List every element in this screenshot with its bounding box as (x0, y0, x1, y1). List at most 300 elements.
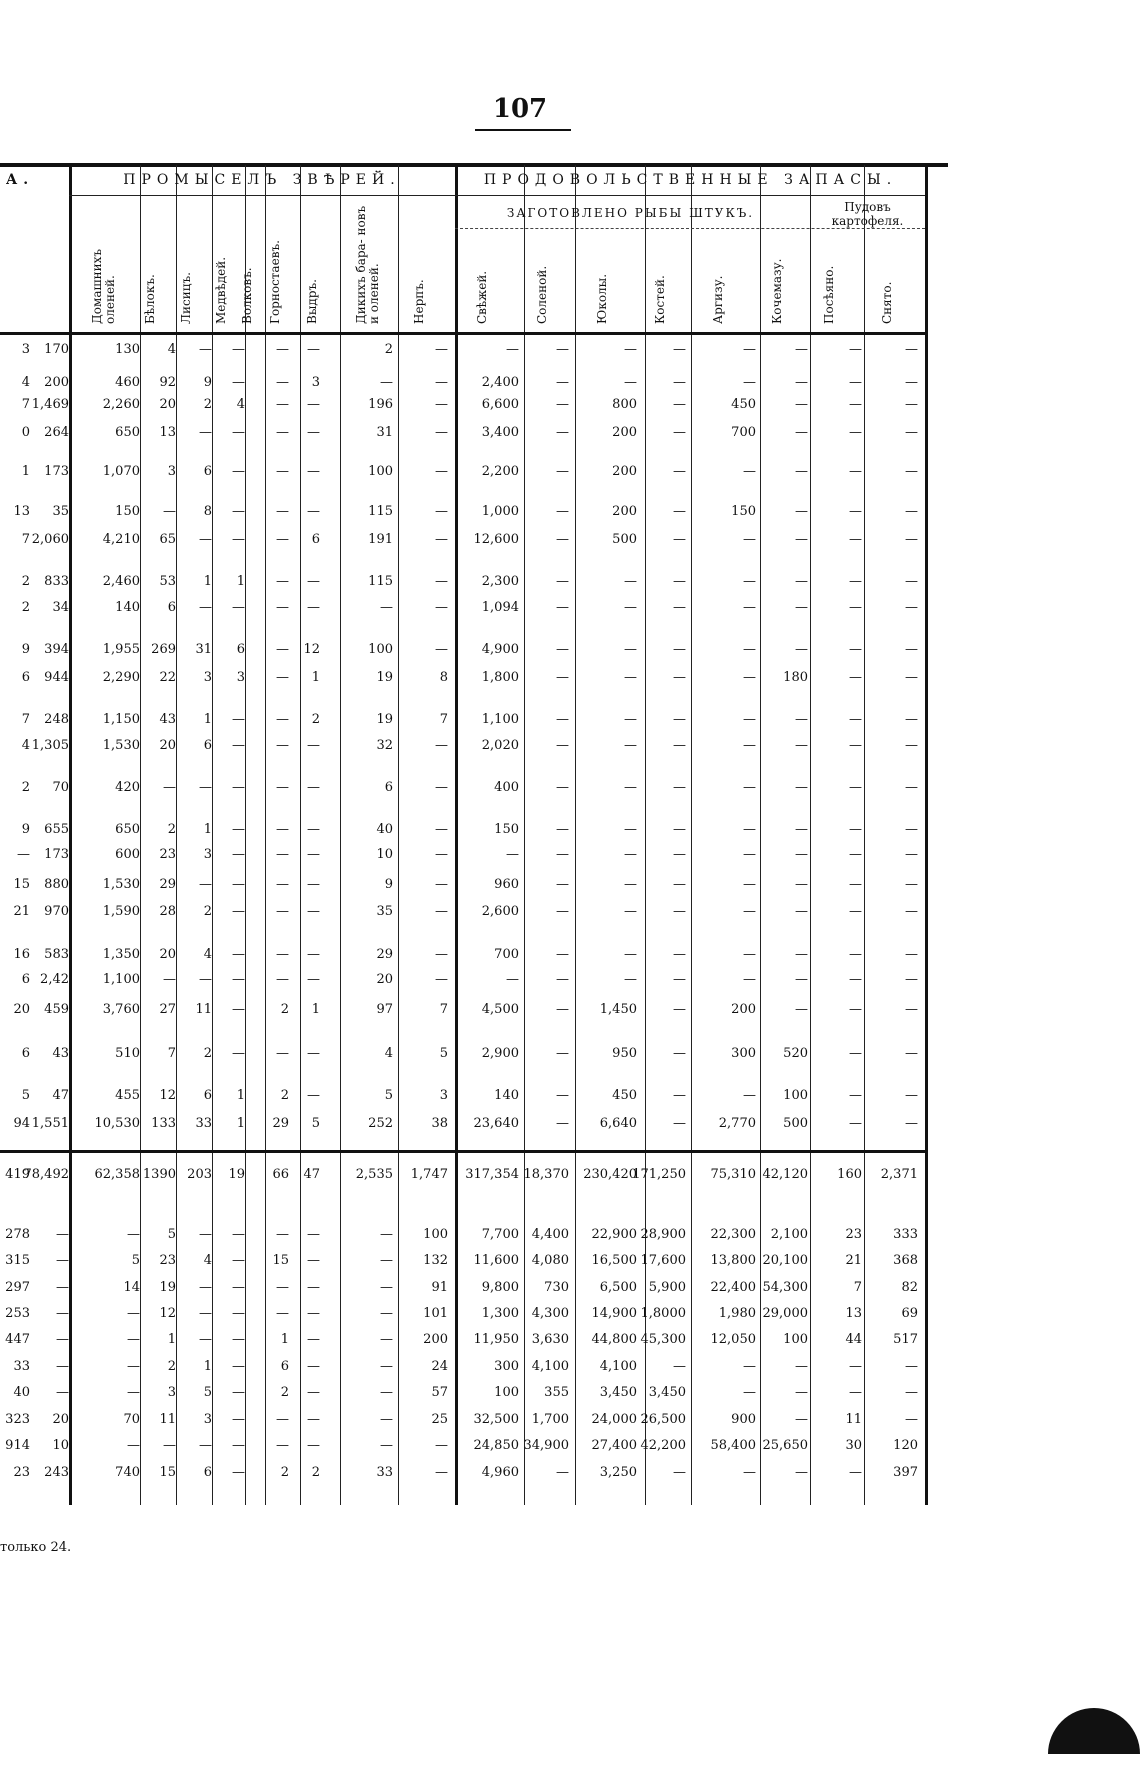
lower-row-cell: 2,100 (770, 1227, 808, 1242)
lower-row-cell: 30 (845, 1438, 862, 1453)
group-header-rule (69, 195, 925, 196)
lower-row-cell: — (380, 1253, 393, 1268)
lower-row-cell: 12,050 (710, 1332, 756, 1347)
upper-row-cell: — (905, 574, 918, 589)
upper-row-cell: 880 (44, 877, 69, 892)
upper-row-cell: 3 (439, 1088, 448, 1103)
upper-row-cell: — (795, 425, 808, 440)
lower-row-cell: 4,100 (599, 1359, 637, 1374)
upper-row-cell: 16 (13, 947, 30, 962)
upper-row-cell: — (163, 780, 176, 795)
upper-row-cell: 35 (52, 504, 69, 519)
upper-row-cell: 97 (376, 1002, 393, 1017)
lower-row-cell: 11,600 (473, 1253, 519, 1268)
lower-row-cell: 22,400 (710, 1280, 756, 1295)
upper-row-cell: 12,600 (473, 532, 519, 547)
upper-row-cell: 2,060 (31, 532, 69, 547)
upper-row-cell: 1,070 (102, 464, 140, 479)
upper-row-cell: — (624, 904, 637, 919)
lower-row-cell: — (232, 1227, 245, 1242)
lower-row-cell: 4 (203, 1253, 212, 1268)
upper-row-cell: — (849, 1088, 862, 1103)
upper-row-cell: — (435, 397, 448, 412)
upper-row-cell: 29 (376, 947, 393, 962)
upper-row-cell: 32 (376, 738, 393, 753)
upper-row-cell: — (556, 904, 569, 919)
lower-row-cell: 278 (5, 1227, 30, 1242)
upper-row-cell: — (905, 642, 918, 657)
upper-row-cell: — (232, 1046, 245, 1061)
upper-row-cell: — (673, 738, 686, 753)
upper-row-cell: 15 (13, 877, 30, 892)
lower-row-cell: — (232, 1280, 245, 1295)
lower-row-cell: — (743, 1465, 756, 1480)
upper-row-cell: — (795, 847, 808, 862)
upper-row-cell: 11 (195, 1002, 212, 1017)
upper-row-cell: 520 (783, 1046, 808, 1061)
upper-row-cell: — (380, 600, 393, 615)
lower-row-cell: 4,960 (481, 1465, 519, 1480)
upper-row-cell: — (276, 375, 289, 390)
upper-row-cell: — (556, 780, 569, 795)
total-row-cell: 78,492 (23, 1167, 69, 1182)
upper-row-cell: — (232, 464, 245, 479)
upper-row-cell: 1,000 (481, 504, 519, 519)
upper-row-cell: — (905, 600, 918, 615)
upper-row-cell: 173 (44, 464, 69, 479)
lower-row-cell: 1 (167, 1332, 176, 1347)
lower-row-cell: 29,000 (762, 1306, 808, 1321)
upper-row-cell: 1 (203, 574, 212, 589)
upper-row-cell: — (435, 877, 448, 892)
lower-row-cell: 6,500 (599, 1280, 637, 1295)
upper-row-cell: — (795, 642, 808, 657)
upper-row-cell: — (673, 342, 686, 357)
column-header-c5: Волковъ. (240, 267, 254, 324)
upper-row-cell: — (556, 822, 569, 837)
lower-row-cell: — (905, 1412, 918, 1427)
upper-row-cell: 269 (151, 642, 176, 657)
upper-row-cell: 450 (612, 1088, 637, 1103)
upper-row-cell: — (232, 504, 245, 519)
upper-row-cell: — (435, 574, 448, 589)
upper-row-cell: — (795, 712, 808, 727)
upper-row-cell: — (556, 738, 569, 753)
upper-row-cell: 3 (236, 670, 245, 685)
lower-row-cell: 33 (13, 1359, 30, 1374)
lower-row-cell: — (380, 1359, 393, 1374)
upper-row-cell: — (905, 342, 918, 357)
lower-row-cell: — (307, 1438, 320, 1453)
lower-row-cell: — (307, 1306, 320, 1321)
upper-row-cell: 2 (203, 1046, 212, 1061)
upper-row-cell: 8 (439, 670, 448, 685)
upper-row-cell: — (624, 712, 637, 727)
upper-row-cell: — (673, 532, 686, 547)
upper-row-cell: — (556, 947, 569, 962)
upper-row-cell: 6 (203, 1088, 212, 1103)
upper-row-cell: — (743, 464, 756, 479)
total-row-cell: 171,250 (632, 1167, 686, 1182)
upper-row-cell: 130 (115, 342, 140, 357)
upper-row-cell: — (905, 464, 918, 479)
column-header-c6: Горностаевъ. (267, 240, 282, 324)
lower-row-cell: — (380, 1280, 393, 1295)
lower-row-cell: 1,8000 (640, 1306, 686, 1321)
lower-row-cell: 4,300 (531, 1306, 569, 1321)
column-header-c2: Бѣлокъ. (143, 274, 157, 324)
upper-row-cell: — (624, 947, 637, 962)
upper-row-cell: — (199, 877, 212, 892)
upper-row-cell: 2 (21, 600, 30, 615)
total-row-cell: 2,535 (355, 1167, 393, 1182)
lower-row-cell: — (380, 1438, 393, 1453)
lower-row-cell: — (232, 1332, 245, 1347)
upper-row-cell: — (556, 375, 569, 390)
upper-row-cell: — (435, 780, 448, 795)
upper-row-cell: 20 (13, 1002, 30, 1017)
lower-row-cell: 33 (376, 1465, 393, 1480)
column-header-c10: Свѣжей. (474, 270, 489, 324)
upper-row-cell: 20 (159, 738, 176, 753)
upper-row-cell: — (624, 738, 637, 753)
lower-row-cell: 315 (5, 1253, 30, 1268)
lower-row-cell: — (307, 1227, 320, 1242)
upper-row-cell: — (232, 904, 245, 919)
upper-row-cell: — (307, 947, 320, 962)
upper-row-cell: — (276, 397, 289, 412)
upper-row-cell: — (556, 1046, 569, 1061)
upper-row-cell: — (307, 1046, 320, 1061)
upper-row-cell: 264 (44, 425, 69, 440)
lower-row-cell: 6 (203, 1465, 212, 1480)
upper-row-cell: 500 (783, 1116, 808, 1131)
upper-row-cell: 1 (21, 464, 30, 479)
upper-row-cell: — (276, 972, 289, 987)
upper-row-cell: — (743, 375, 756, 390)
lower-row-cell: 1,700 (531, 1412, 569, 1427)
upper-row-cell: 833 (44, 574, 69, 589)
upper-row-cell: 1,800 (481, 670, 519, 685)
upper-row-cell: 2,460 (102, 574, 140, 589)
lower-row-cell: — (56, 1253, 69, 1268)
upper-row-cell: — (506, 342, 519, 357)
lower-row-cell: 5 (131, 1253, 140, 1268)
lower-row-cell: — (56, 1280, 69, 1295)
lower-row-cell: 5,900 (648, 1280, 686, 1295)
lower-row-cell: 22,900 (591, 1227, 637, 1242)
upper-row-cell: — (163, 504, 176, 519)
column-header-c14: Аргизу. (710, 275, 725, 324)
upper-row-cell: 2 (203, 904, 212, 919)
upper-row-cell: 70 (52, 780, 69, 795)
upper-row-cell: — (795, 574, 808, 589)
upper-row-cell: — (307, 464, 320, 479)
upper-row-cell: — (743, 600, 756, 615)
lower-row-cell: 1 (203, 1359, 212, 1374)
upper-row-cell: — (849, 532, 862, 547)
upper-row-cell: 10 (376, 847, 393, 862)
upper-row-cell: — (905, 822, 918, 837)
upper-row-cell: 3 (21, 342, 30, 357)
lower-row-cell: — (232, 1412, 245, 1427)
column-rule (925, 165, 928, 1505)
upper-row-cell: — (163, 972, 176, 987)
upper-row-cell: — (673, 904, 686, 919)
upper-row-cell: 6,640 (599, 1116, 637, 1131)
upper-row-cell: — (624, 877, 637, 892)
upper-row-cell: — (849, 464, 862, 479)
upper-row-cell: — (673, 670, 686, 685)
upper-row-cell: 9 (21, 822, 30, 837)
upper-row-cell: — (307, 504, 320, 519)
upper-row-cell: — (435, 847, 448, 862)
upper-row-cell: 43 (52, 1046, 69, 1061)
upper-row-cell: — (556, 532, 569, 547)
upper-row-cell: 19 (376, 712, 393, 727)
upper-row-cell: — (743, 712, 756, 727)
upper-row-cell: — (276, 532, 289, 547)
upper-row-cell: 2 (280, 1002, 289, 1017)
lower-row-cell: 2 (311, 1465, 320, 1480)
upper-row-cell: 1,100 (481, 712, 519, 727)
lower-row-cell: — (435, 1438, 448, 1453)
upper-row-cell: — (232, 375, 245, 390)
lower-row-cell: 15 (272, 1253, 289, 1268)
upper-row-cell: — (232, 425, 245, 440)
upper-row-cell: 12 (159, 1088, 176, 1103)
upper-row-cell: — (849, 847, 862, 862)
lower-row-cell: 200 (423, 1332, 448, 1347)
upper-row-cell: 2 (203, 397, 212, 412)
upper-row-cell: 19 (376, 670, 393, 685)
lower-row-cell: 44 (845, 1332, 862, 1347)
upper-row-cell: — (307, 574, 320, 589)
lower-row-cell: — (127, 1438, 140, 1453)
lower-row-cell: — (163, 1438, 176, 1453)
upper-row-cell: 1 (236, 1088, 245, 1103)
upper-row-cell: — (506, 847, 519, 862)
upper-row-cell: 2,900 (481, 1046, 519, 1061)
upper-row-cell: — (795, 504, 808, 519)
upper-row-cell: 1 (236, 1116, 245, 1131)
upper-row-cell: — (556, 425, 569, 440)
upper-row-cell: — (849, 1002, 862, 1017)
lower-row-cell: 3,630 (531, 1332, 569, 1347)
lower-row-cell: 1,300 (481, 1306, 519, 1321)
upper-row-cell: 2,42 (40, 972, 69, 987)
upper-row-cell: — (905, 532, 918, 547)
lower-row-cell: 25,650 (762, 1438, 808, 1453)
upper-row-cell: — (849, 877, 862, 892)
upper-row-cell: 944 (44, 670, 69, 685)
lower-row-cell: 40 (13, 1385, 30, 1400)
upper-row-cell: — (435, 600, 448, 615)
upper-row-cell: — (307, 822, 320, 837)
upper-row-cell: — (743, 877, 756, 892)
upper-row-cell: — (673, 642, 686, 657)
total-row-cell: 18,370 (523, 1167, 569, 1182)
lower-row-cell: 13 (845, 1306, 862, 1321)
upper-row-cell: — (624, 847, 637, 862)
upper-row-cell: — (849, 780, 862, 795)
column-header-c12: Юколы. (595, 273, 609, 324)
lower-row-cell: 12 (159, 1306, 176, 1321)
upper-row-cell: — (556, 972, 569, 987)
upper-row-cell: 650 (115, 425, 140, 440)
lower-row-cell: 101 (423, 1306, 448, 1321)
upper-row-cell: 21 (13, 904, 30, 919)
upper-row-cell: 2,200 (481, 464, 519, 479)
lower-row-cell: 6 (280, 1359, 289, 1374)
subgroup-fish: ЗАГОТОВЛЕНО РЫБЫ ШТУКЪ. (506, 206, 755, 220)
column-header-c11: Соленой. (534, 265, 549, 324)
upper-row-cell: — (795, 822, 808, 837)
upper-row-cell: 34 (52, 600, 69, 615)
lower-row-cell: 3 (203, 1412, 212, 1427)
upper-row-cell: 13 (159, 425, 176, 440)
upper-row-cell: 7 (21, 712, 30, 727)
lower-row-cell: — (307, 1359, 320, 1374)
upper-row-cell: — (232, 780, 245, 795)
lower-row-cell: 4,080 (531, 1253, 569, 1268)
lower-row-cell: 4,400 (531, 1227, 569, 1242)
upper-row-cell: 8 (203, 504, 212, 519)
upper-row-cell: — (849, 397, 862, 412)
upper-row-cell: 20 (159, 397, 176, 412)
lower-row-cell: — (849, 1385, 862, 1400)
lower-row-cell: 28,900 (640, 1227, 686, 1242)
upper-row-cell: — (232, 1002, 245, 1017)
upper-row-cell: 6,600 (481, 397, 519, 412)
lower-row-cell: 300 (494, 1359, 519, 1374)
upper-row-cell: 47 (52, 1088, 69, 1103)
upper-row-cell: — (232, 600, 245, 615)
lower-row-cell: 100 (494, 1385, 519, 1400)
lower-row-cell: — (127, 1359, 140, 1374)
lower-row-cell: — (743, 1359, 756, 1374)
lower-row-cell: — (905, 1385, 918, 1400)
upper-row-cell: 10,530 (94, 1116, 140, 1131)
lower-row-cell: 32,500 (473, 1412, 519, 1427)
lower-row-cell: 25 (431, 1412, 448, 1427)
upper-row-cell: — (673, 425, 686, 440)
upper-row-cell: — (905, 972, 918, 987)
upper-row-cell: 200 (612, 504, 637, 519)
upper-row-cell: 150 (731, 504, 756, 519)
upper-row-cell: 1 (236, 574, 245, 589)
upper-row-cell: — (435, 972, 448, 987)
upper-row-cell: 100 (368, 464, 393, 479)
upper-row-cell: 2 (384, 342, 393, 357)
lower-row-cell: 13,800 (710, 1253, 756, 1268)
lower-row-cell: 91 (431, 1280, 448, 1295)
upper-row-cell: 191 (368, 532, 393, 547)
lower-row-cell: — (380, 1227, 393, 1242)
total-row-cell: 230,420 (583, 1167, 637, 1182)
lower-row-cell: 26,500 (640, 1412, 686, 1427)
column-header-c17: Снято. (879, 281, 894, 324)
upper-row-cell: 180 (783, 670, 808, 685)
header-bottom-rule (0, 332, 925, 335)
upper-row-cell: 3 (203, 847, 212, 862)
lower-row-cell: 57 (431, 1385, 448, 1400)
upper-row-cell: — (435, 904, 448, 919)
upper-row-cell: — (276, 464, 289, 479)
upper-row-cell: 2,260 (102, 397, 140, 412)
upper-row-cell: 23 (159, 847, 176, 862)
upper-row-cell: 38 (431, 1116, 448, 1131)
total-row-cell: 1390 (142, 1167, 176, 1182)
upper-row-cell: — (199, 532, 212, 547)
ink-smudge (1048, 1708, 1140, 1754)
upper-row-cell: 1,094 (481, 600, 519, 615)
upper-row-cell: — (905, 947, 918, 962)
upper-row-cell: — (232, 532, 245, 547)
upper-row-cell: — (624, 574, 637, 589)
upper-row-cell: 4,900 (481, 642, 519, 657)
upper-row-cell: 4 (21, 738, 30, 753)
upper-row-cell: 2 (167, 822, 176, 837)
upper-row-cell: 950 (612, 1046, 637, 1061)
upper-row-cell: — (673, 877, 686, 892)
upper-row-cell: — (743, 947, 756, 962)
upper-row-cell: — (276, 780, 289, 795)
upper-row-cell: 4 (167, 342, 176, 357)
upper-row-cell: — (743, 342, 756, 357)
lower-row-cell: — (56, 1227, 69, 1242)
upper-row-cell: — (849, 600, 862, 615)
column-header-c15: Кочемазу. (770, 258, 784, 324)
lower-row-cell: — (232, 1438, 245, 1453)
lower-row-cell: — (127, 1332, 140, 1347)
upper-row-cell: — (905, 780, 918, 795)
upper-row-cell: 4,210 (102, 532, 140, 547)
lower-row-cell: 16,500 (591, 1253, 637, 1268)
upper-row-cell: 1,955 (102, 642, 140, 657)
upper-row-cell: — (673, 947, 686, 962)
upper-row-cell: 2,600 (481, 904, 519, 919)
upper-row-cell: 9 (384, 877, 393, 892)
lower-row-cell: 23 (13, 1465, 30, 1480)
upper-row-cell: 3,400 (481, 425, 519, 440)
upper-row-cell: — (276, 1046, 289, 1061)
upper-row-cell: — (556, 877, 569, 892)
upper-row-cell: 4,500 (481, 1002, 519, 1017)
upper-row-cell: 53 (159, 574, 176, 589)
upper-row-cell: — (849, 670, 862, 685)
upper-row-cell: 0 (21, 425, 30, 440)
upper-row-cell: — (307, 847, 320, 862)
upper-row-cell: 27 (159, 1002, 176, 1017)
upper-row-cell: 200 (731, 1002, 756, 1017)
upper-row-cell: — (435, 642, 448, 657)
upper-row-cell: — (743, 574, 756, 589)
upper-row-cell: 650 (115, 822, 140, 837)
upper-row-cell: — (556, 342, 569, 357)
upper-row-cell: — (556, 504, 569, 519)
upper-row-cell: 4 (236, 397, 245, 412)
lower-row-cell: 900 (731, 1412, 756, 1427)
upper-row-cell: — (276, 738, 289, 753)
lower-row-cell: 15 (159, 1465, 176, 1480)
lower-row-cell: — (795, 1412, 808, 1427)
upper-row-cell: — (849, 375, 862, 390)
upper-row-cell: 7 (439, 712, 448, 727)
total-row-cell: 75,310 (710, 1167, 756, 1182)
lower-row-cell: — (56, 1306, 69, 1321)
lower-row-cell: 323 (5, 1412, 30, 1427)
